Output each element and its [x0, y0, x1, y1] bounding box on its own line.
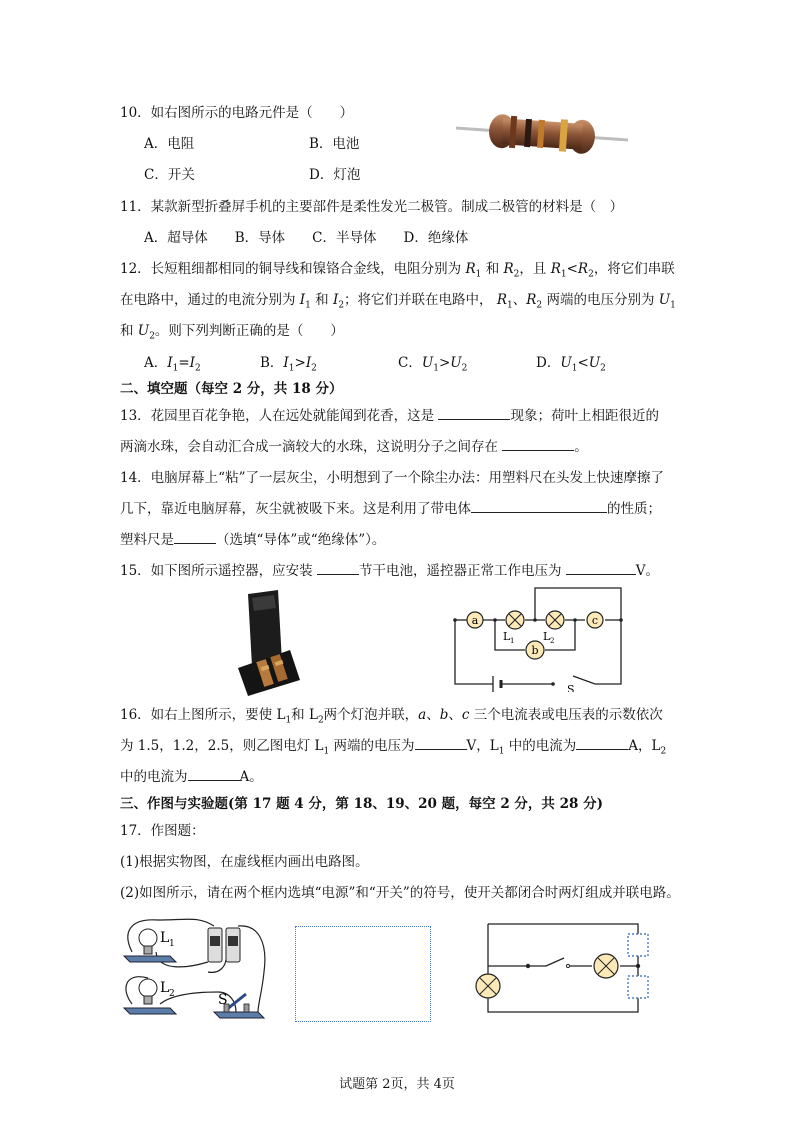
- q12-option-c: C．$U_1>U_2$: [398, 355, 468, 374]
- q12-option-b: B．$I_1>I_2$: [260, 355, 317, 374]
- photo-l2-label: L: [160, 980, 170, 996]
- q11-stem: 11．某款新型折叠屏手机的主要部件是柔性发光二极管。制成二极管的材料是（ ）: [120, 199, 624, 215]
- lamp-l2-sub: 2: [550, 637, 555, 645]
- meter-b-label: b: [531, 644, 539, 657]
- q13-line2: 两滴水珠，会自动汇合成一滴较大的水珠，这说明分子之间存在 。: [120, 439, 588, 455]
- section-2-heading: 二、填空题（每空 2 分，共 18 分）: [120, 381, 343, 397]
- photo-l1-label: L: [160, 930, 170, 946]
- physical-circuit-image: [118, 912, 278, 1026]
- q12-option-d: D．$U_1<U_2$: [536, 355, 606, 374]
- lamp-l1-label: L: [503, 630, 511, 643]
- switch-s-label: S: [567, 683, 575, 692]
- q17-part1: (1)根据实物图，在虚线框内画出电路图。: [120, 854, 369, 870]
- photo-switch-label: S: [218, 992, 228, 1008]
- q13-line1: 13．花园里百花争艳，人在远处就能闻到花香，这是 现象；荷叶上相距很近的: [120, 408, 659, 424]
- photo-l2-sub: 2: [169, 989, 175, 999]
- q10-option-b: B．电池: [309, 136, 360, 152]
- page-footer: 试题第 2页，共 4页: [339, 1077, 455, 1092]
- q14-line3: 塑料尺是 （选填“导体”或“绝缘体”）。: [120, 532, 386, 548]
- section-3-heading: 三、作图与实验题(第 17 题 4 分，第 18、19、20 题，每空 2 分，共 28 分): [120, 796, 603, 812]
- q14-line1: 14．电脑屏幕上“粘”了一层灰尘，小明想到了一个除尘办法：用塑料尺在头发上快速摩擦了: [120, 470, 664, 486]
- q10-stem: 10．如右图所示的电路元件是（ ）: [120, 105, 354, 121]
- q17-title: 17．作图题：: [120, 823, 205, 839]
- q10-option-a: A．电阻: [144, 136, 195, 152]
- lamp-l2-label: L: [543, 630, 551, 643]
- q14-line2: 几下，靠近电脑屏幕，灰尘就被吸下来。这是利用了带电体 的性质；: [120, 501, 661, 517]
- q12-line3: 和 $U_2$。则下列判断正确的是（ ）: [120, 323, 344, 342]
- remote-control-image: [230, 588, 320, 698]
- answer-box-dotted[interactable]: [295, 926, 431, 1022]
- q10-option-d: D．灯泡: [309, 167, 361, 183]
- meter-c-label: c: [591, 614, 599, 627]
- circuit-diagram-meters: [445, 582, 635, 692]
- lamp-l1-sub: 1: [510, 637, 515, 645]
- circuit-diagram-parallel: [468, 916, 658, 1022]
- q12-option-a: A．$I_1=I_2$: [144, 355, 201, 374]
- photo-l1-sub: 1: [169, 939, 175, 949]
- q10-option-c: C．开关: [144, 167, 195, 183]
- meter-a-label: a: [471, 614, 479, 627]
- resistor-image: [452, 104, 632, 166]
- q12-line2: 在电路中，通过的电流分别为 $I_1$ 和 $I_2$；将它们并联在电路中， $R_1$、$R_2$ 两端的电压分别为 $U_1$: [120, 292, 676, 311]
- q15-line: 15．如下图所示遥控器，应安装 节干电池，遥控器正常工作电压为 V。: [120, 563, 660, 579]
- q11-options: A．超导体 B．导体 C．半导体 D．绝缘体: [144, 230, 469, 246]
- q16-line1: 16．如右上图所示，要使 $L_1$和 $L_2$两个灯泡并联，a、b、c 三个电流表或电压表的示数依次: [120, 707, 663, 726]
- q16-line3: 中的电流为 A。: [120, 769, 263, 785]
- q12-line1: 12．长短粗细都相同的铜导线和镍铬合金线，电阻分别为 $R_1$ 和 $R_2$，且 $R_1<R_2$，将它们串联: [120, 261, 675, 280]
- q16-line2: 为 1.5，1.2，2.5，则乙图电灯 $L_1$ 两端的电压为 V，$L_1$ 中的电流为 A，$L_2$: [120, 738, 667, 757]
- q17-part2: (2)如图所示，请在两个框内选填“电源”和“开关”的符号，使开关都闭合时两灯组成并联电路。: [120, 885, 680, 901]
